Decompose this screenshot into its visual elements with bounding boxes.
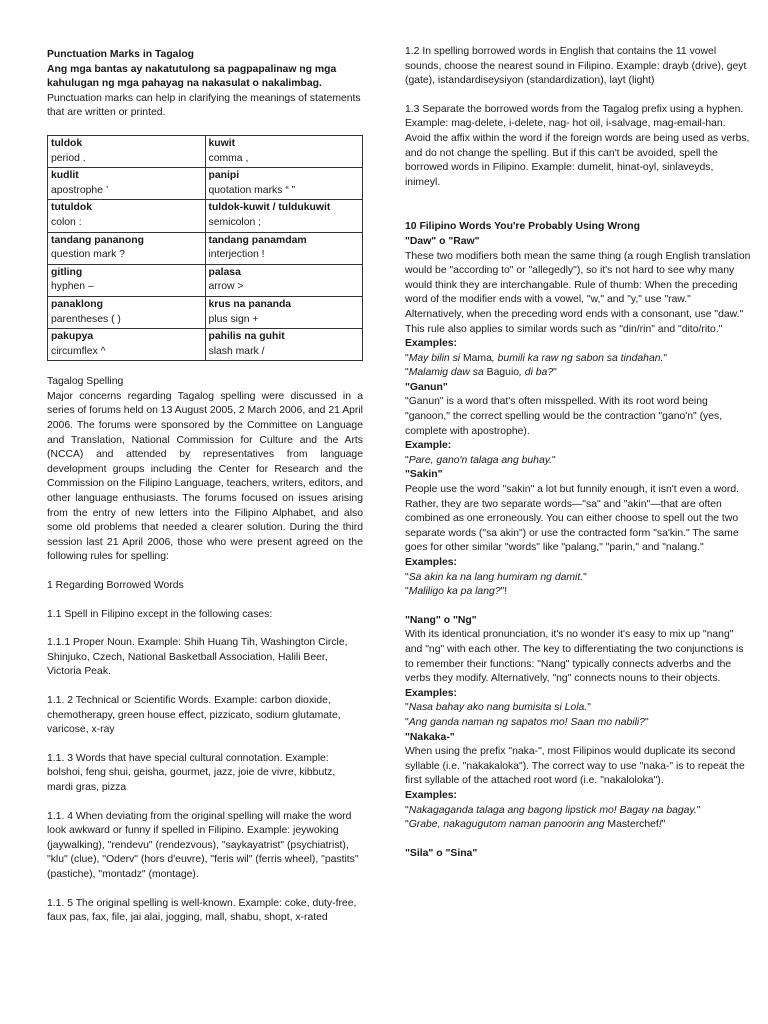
rule-1-3: 1.3 Separate the borrowed words from the Tagalog prefix using a hyphen. Example: mag-delete, i-delete, nag- hot oil, i-salvage, mag-email-han. Avoid the affix within the word if the foreign words are being used as verbs, and do not change the spelling. But if this can't be avoided, spell the borrowed words in Filipino. Example: dumelit, hinat-oyl, sinlaveyds, inimeyl. bbox=[405, 103, 750, 188]
mark-english-name: comma , bbox=[208, 152, 249, 164]
table-row bbox=[48, 135, 363, 167]
mark-tagalog-name: kuwit bbox=[208, 137, 236, 149]
punctuation-intro bbox=[47, 63, 363, 121]
table-row bbox=[48, 200, 363, 232]
table-row bbox=[48, 296, 363, 328]
rule-1-1-5: 1.1. 5 The original spelling is well-known. Example: coke, duty-free, faux pas, fax, file, jai alai, jogging, mall, shabu, shopt, x-rated bbox=[47, 897, 357, 924]
mark-tagalog-name: tandang panamdam bbox=[208, 234, 307, 246]
mark-english-name: slash mark / bbox=[208, 345, 265, 357]
table-cell bbox=[48, 168, 206, 200]
table-cell bbox=[48, 329, 206, 361]
mark-tagalog-name: kudlit bbox=[51, 170, 79, 182]
mark-english-name: quotation marks “ ” bbox=[208, 184, 296, 196]
mark-english-name: plus sign + bbox=[208, 313, 259, 325]
table-cell bbox=[48, 296, 206, 328]
table-row bbox=[48, 168, 363, 200]
word-title-daw: "Daw" o "Raw" bbox=[405, 235, 480, 247]
examples-label: Examples: bbox=[405, 557, 457, 568]
mark-english-name: hyphen – bbox=[51, 281, 94, 293]
section-title-spelling: Tagalog Spelling bbox=[47, 376, 124, 388]
punctuation-table bbox=[47, 135, 363, 361]
example-sakin-2: "Maliligo ka pa lang?"! bbox=[405, 586, 508, 598]
table-cell bbox=[205, 200, 363, 232]
example-label: Example: bbox=[405, 440, 452, 452]
mark-tagalog-name: pakupya bbox=[51, 331, 94, 343]
mark-english-name: arrow > bbox=[208, 281, 244, 293]
section-title-punctuation: Punctuation Marks in Tagalog bbox=[47, 49, 195, 60]
mark-tagalog-name: panipi bbox=[208, 170, 240, 182]
word-body-daw: These two modifiers both mean the same thing (a rough English translation would be "according to" or "allegedly"), so it's not hard to see why many would think they are interchangable. Rule of thumb: When the preceding word of the modifier ends with a vowel, "w," and "y," use "raw." Alternatively, when the preceding word ends with a consonant, use "daw." This rule also applies to similar words such as "din/rin" and "dito/rito." bbox=[405, 250, 751, 335]
punctuation-table-body bbox=[48, 135, 363, 360]
rule-1-1: 1.1 Spell in Filipino except in the following cases: bbox=[47, 608, 273, 620]
mark-tagalog-name: panaklong bbox=[51, 298, 103, 310]
word-body-nang: With its identical pronunciation, it's no wonder it's easy to mix up "nang" and "ng" with each other. The key to differentiating the two conjunctions is to remember their functions: "Nang" typically connects adverbs and the verbs they modify. Alternatively, "ng" connects nouns to their objects. bbox=[405, 629, 744, 685]
mark-english-name: colon : bbox=[51, 216, 82, 228]
table-cell bbox=[205, 135, 363, 167]
example-daw-1: "May bilin si Mama, bumili ka raw ng sabon sa tindahan." bbox=[405, 352, 668, 364]
example-nakaka-1: "Nakagaganda talaga ang bagong lipstick mo! Bagay na bagay." bbox=[405, 804, 701, 816]
mark-english-name: apostrophe ’ bbox=[51, 184, 109, 196]
mark-tagalog-name: tuldok bbox=[51, 137, 83, 149]
word-title-sila: "Sila" o "Sina" bbox=[405, 847, 478, 859]
rule-1-2: 1.2 In spelling borrowed words in English that contains the 11 vowel sounds, choose the nearest sound in Filipino. Example: drayb (drive), geyt (gate), istandardiseysiyon (standardization), layt (light) bbox=[405, 46, 747, 87]
word-body-ganun: "Ganun" is a word that's often misspelled. With its root word being "ganoon," the correct spelling would be the contraction "gano'n" (yes, complete with apostrophe). bbox=[405, 396, 723, 437]
table-cell bbox=[48, 232, 206, 264]
mark-english-name: period . bbox=[51, 152, 86, 164]
word-body-sakin: People use the word "sakin" a lot but funnily enough, it isn't even a word. Rather, they are two separate words—"sa" and "akin"—that are often combined as one erroneously. You can either choose to spell out the two separate words ("sa akin") or use the contracted form "sa'kin." The same goes for other similar "words" like "palang," "parin," and "nalang." bbox=[405, 484, 739, 554]
mark-tagalog-name: pahilis na guhit bbox=[208, 331, 285, 343]
table-cell bbox=[205, 232, 363, 264]
rule-1-1-1: 1.1.1 Proper Noun. Example: Shih Huang Tih, Washington Circle, Shinjuko, Czech, National Basketball Association, Halili Beer, Victoria Peak. bbox=[47, 637, 348, 678]
table-row bbox=[48, 232, 363, 264]
mark-english-name: circumflex ^ bbox=[51, 345, 106, 357]
rule-1-1-2: 1.1. 2 Technical or Scientific Words. Example: carbon dioxide, chemotherapy, green house effect, pizzicato, sodium glutamate, varicose, x-ray bbox=[47, 694, 341, 736]
table-cell bbox=[205, 296, 363, 328]
rule-1-1-3: 1.1. 3 Words that have special cultural connotation. Example: bolshoi, feng shui, geisha, gourmet, jazz, joie de vivre, kibbutz, mardi gras, pizza bbox=[47, 752, 336, 793]
example-ganun-1: "Pare, gano'n talaga ang buhay." bbox=[405, 454, 556, 466]
table-cell bbox=[48, 200, 206, 232]
mark-tagalog-name: palasa bbox=[208, 266, 241, 278]
word-title-nakaka: "Nakaka-" bbox=[405, 731, 455, 743]
table-row bbox=[48, 329, 363, 361]
word-title-ganun: "Ganun" bbox=[405, 381, 448, 393]
mark-tagalog-name: tutuldok bbox=[51, 202, 92, 214]
examples-label: Examples: bbox=[405, 338, 457, 350]
intro-tagalog: Ang mga bantas ay nakatutulong sa pagpapalinaw ng mga kahulugan ng mga pahayag na nakasulat o nakalimbag. bbox=[47, 63, 337, 90]
example-nang-2: "Ang ganda naman ng sapatos mo! Saan mo nabili?" bbox=[405, 716, 649, 728]
mark-tagalog-name: gitling bbox=[51, 266, 83, 278]
mark-english-name: question mark ? bbox=[51, 249, 125, 261]
examples-label: Examples: bbox=[405, 789, 457, 801]
mark-english-name: semicolon ; bbox=[208, 216, 262, 228]
spelling-paragraph: Major concerns regarding Tagalog spelling were discussed in a series of forums held on 13 August 2005, 2 March 2006, and 21 April 2006. The forums were sponsored by the Committee on Language and Translation, National Commission for Culture and the Arts (NCCA) and attended by representatives from language development groups including the Center for Research and the Commission on the Filipino Language, teachers, writers, editors, and other language enthusiasts. The forums focused on issues arising from the entry of new letters into the Filipino Alphabet, and also some old problems that needed a clearer solution. During the third session last 21 April 2006, those who were present agreed on the following rules for spelling: bbox=[47, 390, 363, 563]
table-cell bbox=[205, 329, 363, 361]
table-cell bbox=[205, 168, 363, 200]
example-sakin-1: "Sa akin ka na lang humiram ng damit." bbox=[405, 571, 587, 583]
table-cell bbox=[48, 264, 206, 296]
rule-1: 1 Regarding Borrowed Words bbox=[47, 580, 184, 591]
examples-label: Examples: bbox=[405, 687, 457, 699]
word-title-nang: "Nang" o "Ng" bbox=[405, 614, 477, 626]
example-nang-1: "Nasa bahay ako nang bumisita si Lola." bbox=[405, 702, 591, 714]
word-title-sakin: "Sakin" bbox=[405, 469, 443, 481]
table-cell bbox=[205, 264, 363, 296]
intro-english: Punctuation marks can help in clarifying the meanings of statements that are written or printed. bbox=[47, 92, 361, 119]
example-nakaka-2: "Grabe, nakagugutom naman panoorin ang Masterchef!" bbox=[405, 819, 666, 831]
table-cell bbox=[48, 135, 206, 167]
example-daw-2: "Malamig daw sa Baguio, di ba?" bbox=[405, 367, 557, 379]
table-row bbox=[48, 264, 363, 296]
left-column bbox=[47, 48, 363, 926]
mark-tagalog-name: tandang pananong bbox=[51, 234, 144, 246]
word-body-nakaka: When using the prefix "naka-", most Filipinos would duplicate its second syllable (i.e. "nakakaloka"). The correct way to use "naka-" is to repeat the first syllable of the attached root word (i.e. "nakaloloka"). bbox=[405, 746, 745, 787]
mark-english-name: parentheses ( ) bbox=[51, 313, 121, 325]
mark-tagalog-name: krus na pananda bbox=[208, 298, 292, 310]
section-title-ten-words: 10 Filipino Words You're Probably Using Wrong bbox=[405, 221, 640, 233]
mark-tagalog-name: tuldok-kuwit / tuldukuwit bbox=[208, 202, 331, 214]
right-column bbox=[405, 45, 751, 861]
rule-1-1-4: 1.1. 4 When deviating from the original spelling will make the word look awkward or funny if spelled in Filipino. Example: jeywoking (jaywalking), "rendevu" (rendezvous), "saykayatrist" (psychiatrist), "klu" (clue), "Oderv" (hors d'euvre), "feris wil" (ferris wheel), "pastits" (pastiche), "montadz" (montage). bbox=[47, 810, 359, 880]
mark-english-name: interjection ! bbox=[208, 249, 265, 261]
